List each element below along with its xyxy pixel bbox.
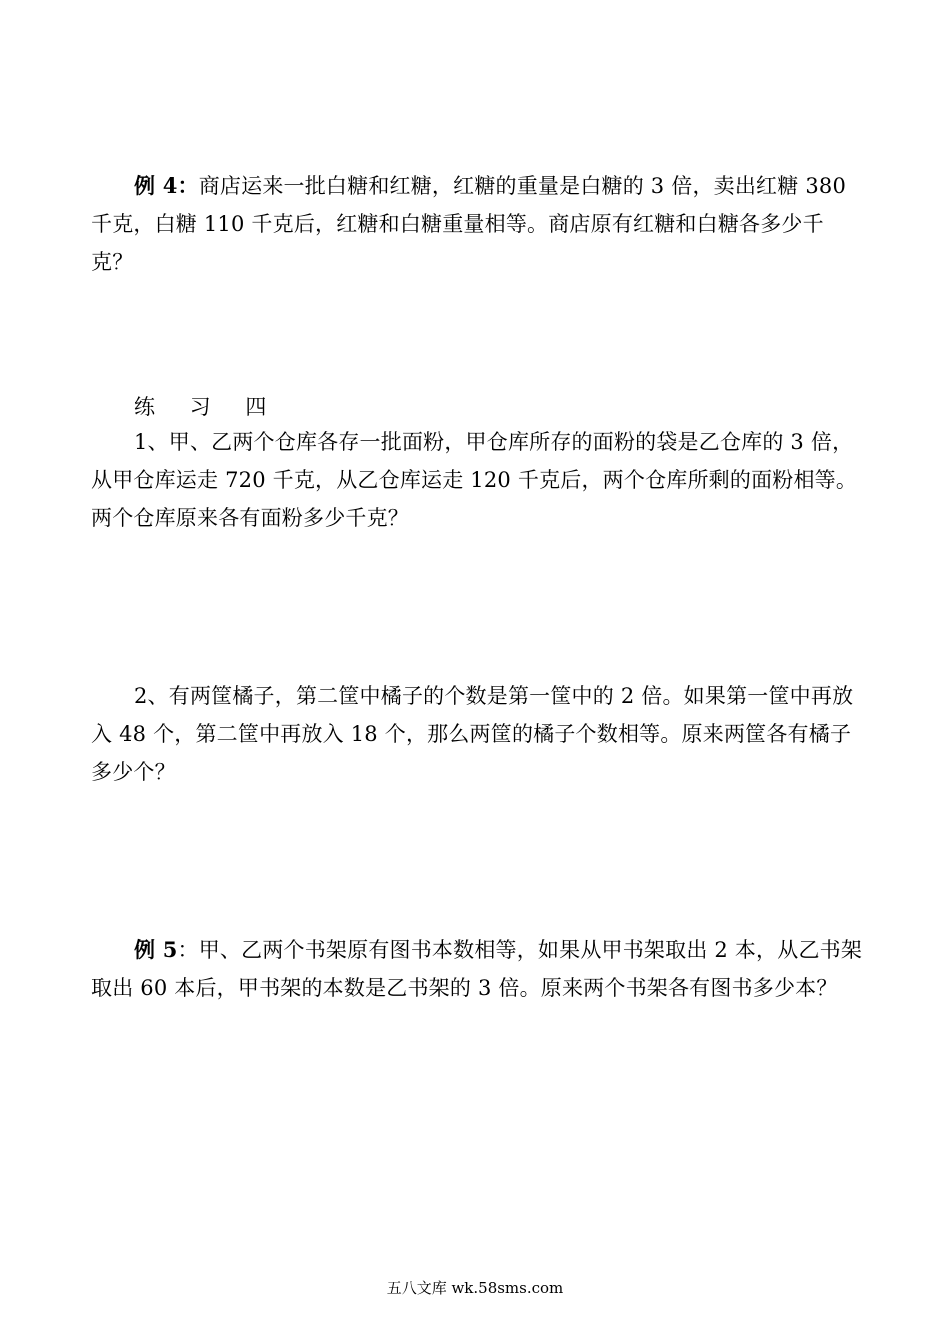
page-footer: 五八文库 wk.58sms.com bbox=[386, 1279, 564, 1297]
practice-heading bbox=[91, 388, 866, 426]
practice-heading-text: 练 习 四 bbox=[134, 395, 281, 419]
practice-question-1: 1、甲、乙两个仓库各存一批面粉，甲仓库所存的面粉的袋是乙仓库的 3 倍，从甲仓库运走 720 千克，从乙仓库运走 120 千克后，两个仓库所剩的面粉相等。两个仓库原来各有面粉多少千克？ bbox=[91, 430, 858, 530]
practice-question-2: 2、有两筐橘子，第二筐中橘子的个数是第一筐中的 2 倍。如果第一筐中再放入 48 个，第二筐中再放入 18 个，那么两筐的橘子个数相等。原来两筐各有橘子多少个？ bbox=[91, 684, 854, 784]
example-5-paragraph bbox=[91, 931, 866, 1007]
example-5-label: 例 5 bbox=[134, 937, 178, 962]
example-4-paragraph bbox=[91, 167, 866, 281]
example-4-text: 商店运来一批白糖和红糖，红糖的重量是白糖的 3 倍，卖出红糖 380 千克，白糖 110 千克后，红糖和白糖重量相等。商店原有红糖和白糖各多少千克？ bbox=[91, 174, 847, 274]
example-5-colon: ： bbox=[177, 938, 199, 962]
example-4-label: 例 4 bbox=[134, 173, 178, 198]
example-5-text: 甲、乙两个书架原有图书本数相等，如果从甲书架取出 2 本，从乙书架取出 60 本后，甲书架的本数是乙书架的 3 倍。原来两个书架各有图书多少本？ bbox=[91, 938, 863, 1000]
example-4-colon: ： bbox=[177, 173, 199, 198]
